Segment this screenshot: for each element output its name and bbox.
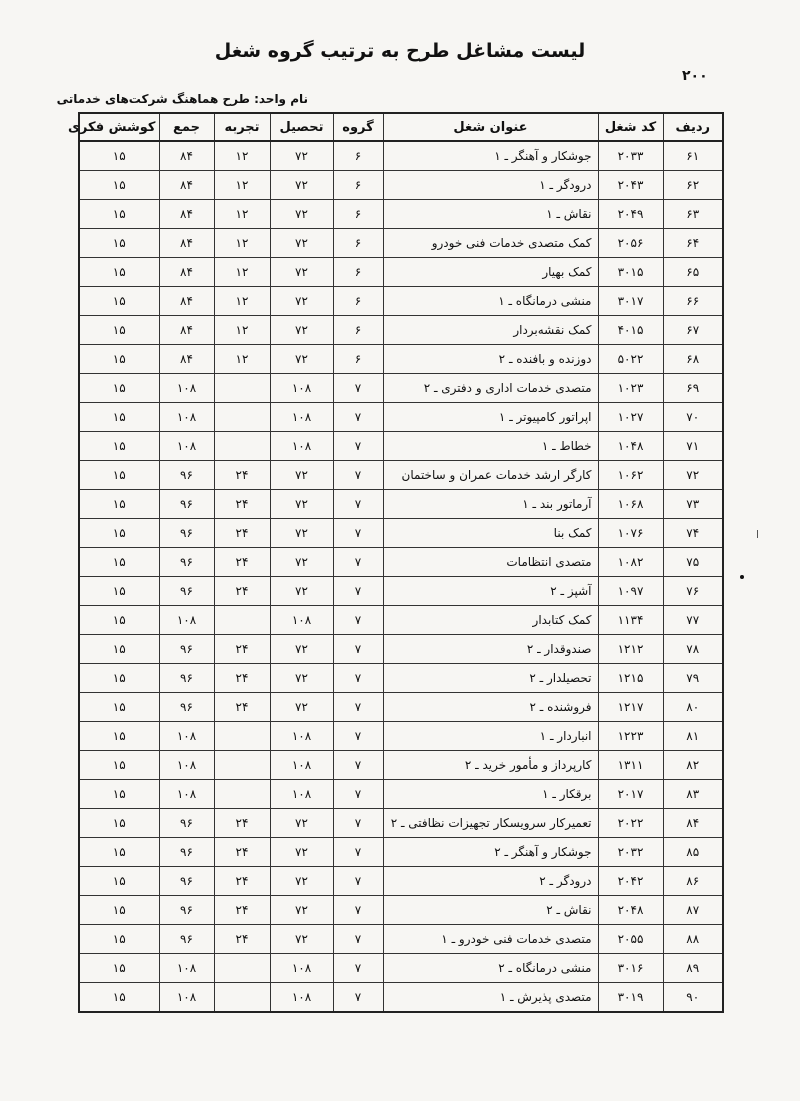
cell-education: ۱۰۸ <box>270 374 333 403</box>
cell-education: ۷۲ <box>270 287 333 316</box>
cell-job-title: صندوقدار ـ ۲ <box>383 635 598 664</box>
cell-mental-effort: ۱۵ <box>79 606 159 635</box>
cell-education: ۷۲ <box>270 519 333 548</box>
cell-row-number: ۶۱ <box>663 141 723 171</box>
cell-row-number: ۶۶ <box>663 287 723 316</box>
cell-job-title: کمک بهیار <box>383 258 598 287</box>
cell-education: ۷۲ <box>270 345 333 374</box>
cell-row-number: ۸۶ <box>663 867 723 896</box>
cell-experience: ۲۴ <box>214 635 270 664</box>
table-row <box>79 432 723 461</box>
cell-job-title: متصدی خدمات اداری و دفتری ـ ۲ <box>383 374 598 403</box>
margin-mark <box>757 530 758 538</box>
cell-experience <box>214 722 270 751</box>
cell-total: ۹۶ <box>159 925 214 954</box>
cell-group: ۷ <box>333 693 383 722</box>
cell-mental-effort: ۱۵ <box>79 693 159 722</box>
cell-group: ۷ <box>333 432 383 461</box>
header-total: جمع <box>159 113 214 141</box>
cell-experience <box>214 751 270 780</box>
cell-job-code: ۳۰۱۹ <box>598 983 663 1013</box>
cell-job-code: ۱۰۹۷ <box>598 577 663 606</box>
cell-job-code: ۲۰۳۲ <box>598 838 663 867</box>
cell-total: ۱۰۸ <box>159 403 214 432</box>
unit-label: نام واحد: طرح هماهنگ شرکت‌های خدماتی <box>56 92 308 106</box>
cell-row-number: ۷۹ <box>663 664 723 693</box>
cell-mental-effort: ۱۵ <box>79 287 159 316</box>
cell-mental-effort: ۱۵ <box>79 838 159 867</box>
cell-row-number: ۶۸ <box>663 345 723 374</box>
table-row <box>79 490 723 519</box>
cell-experience: ۲۴ <box>214 461 270 490</box>
cell-total: ۸۴ <box>159 345 214 374</box>
cell-mental-effort: ۱۵ <box>79 200 159 229</box>
table-row <box>79 664 723 693</box>
cell-job-code: ۱۰۲۷ <box>598 403 663 432</box>
cell-job-code: ۲۰۵۵ <box>598 925 663 954</box>
table-row <box>79 896 723 925</box>
cell-group: ۷ <box>333 809 383 838</box>
cell-job-code: ۲۰۴۹ <box>598 200 663 229</box>
table-row <box>79 722 723 751</box>
table-row <box>79 867 723 896</box>
cell-row-number: ۸۱ <box>663 722 723 751</box>
cell-experience <box>214 403 270 432</box>
cell-job-title: کارگر ارشد خدمات عمران و ساختمان <box>383 461 598 490</box>
cell-education: ۱۰۸ <box>270 780 333 809</box>
cell-education: ۷۲ <box>270 461 333 490</box>
cell-group: ۶ <box>333 141 383 171</box>
cell-education: ۷۲ <box>270 809 333 838</box>
header-mental-effort: کوشش فکری <box>79 113 159 141</box>
cell-experience: ۱۲ <box>214 287 270 316</box>
cell-job-title: درودگر ـ ۱ <box>383 171 598 200</box>
cell-education: ۱۰۸ <box>270 403 333 432</box>
cell-job-code: ۱۰۸۲ <box>598 548 663 577</box>
document-title: لیست مشاغل طرح به ترتیب گروه شغل <box>214 40 586 62</box>
cell-mental-effort: ۱۵ <box>79 809 159 838</box>
cell-row-number: ۷۵ <box>663 548 723 577</box>
cell-education: ۱۰۸ <box>270 751 333 780</box>
cell-mental-effort: ۱۵ <box>79 548 159 577</box>
table-row <box>79 693 723 722</box>
cell-experience: ۲۴ <box>214 809 270 838</box>
cell-experience: ۱۲ <box>214 141 270 171</box>
table-row <box>79 577 723 606</box>
cell-job-code: ۱۲۱۲ <box>598 635 663 664</box>
cell-job-code: ۱۳۱۱ <box>598 751 663 780</box>
cell-mental-effort: ۱۵ <box>79 954 159 983</box>
cell-experience <box>214 606 270 635</box>
cell-education: ۷۲ <box>270 171 333 200</box>
cell-group: ۷ <box>333 664 383 693</box>
cell-education: ۷۲ <box>270 548 333 577</box>
cell-total: ۹۶ <box>159 461 214 490</box>
cell-job-title: اپراتور کامپیوتر ـ ۱ <box>383 403 598 432</box>
table-row <box>79 838 723 867</box>
cell-education: ۷۲ <box>270 867 333 896</box>
cell-row-number: ۶۹ <box>663 374 723 403</box>
cell-experience <box>214 374 270 403</box>
cell-group: ۷ <box>333 925 383 954</box>
cell-education: ۷۲ <box>270 258 333 287</box>
cell-row-number: ۷۶ <box>663 577 723 606</box>
cell-total: ۹۶ <box>159 664 214 693</box>
cell-job-title: درودگر ـ ۲ <box>383 867 598 896</box>
cell-education: ۷۲ <box>270 490 333 519</box>
cell-mental-effort: ۱۵ <box>79 374 159 403</box>
cell-total: ۸۴ <box>159 141 214 171</box>
page-number: ۲۰۰ <box>682 68 708 84</box>
cell-job-code: ۵۰۲۲ <box>598 345 663 374</box>
cell-row-number: ۷۳ <box>663 490 723 519</box>
cell-mental-effort: ۱۵ <box>79 345 159 374</box>
cell-mental-effort: ۱۵ <box>79 983 159 1013</box>
cell-job-title: خطاط ـ ۱ <box>383 432 598 461</box>
cell-row-number: ۸۰ <box>663 693 723 722</box>
cell-job-code: ۱۲۱۵ <box>598 664 663 693</box>
header-education: تحصیل <box>270 113 333 141</box>
cell-job-title: کمک متصدی خدمات فنی خودرو <box>383 229 598 258</box>
cell-total: ۹۶ <box>159 693 214 722</box>
cell-education: ۱۰۸ <box>270 983 333 1013</box>
cell-row-number: ۸۵ <box>663 838 723 867</box>
cell-total: ۹۶ <box>159 519 214 548</box>
cell-education: ۷۲ <box>270 635 333 664</box>
cell-job-title: نقاش ـ ۲ <box>383 896 598 925</box>
cell-education: ۱۰۸ <box>270 722 333 751</box>
cell-experience: ۱۲ <box>214 229 270 258</box>
cell-mental-effort: ۱۵ <box>79 258 159 287</box>
cell-education: ۷۲ <box>270 896 333 925</box>
cell-group: ۷ <box>333 548 383 577</box>
cell-job-code: ۲۰۴۸ <box>598 896 663 925</box>
cell-education: ۷۲ <box>270 316 333 345</box>
cell-experience: ۲۴ <box>214 490 270 519</box>
table-row <box>79 258 723 287</box>
cell-group: ۷ <box>333 751 383 780</box>
table-row <box>79 635 723 664</box>
cell-education: ۷۲ <box>270 693 333 722</box>
cell-education: ۷۲ <box>270 664 333 693</box>
cell-job-code: ۴۰۱۵ <box>598 316 663 345</box>
cell-experience: ۱۲ <box>214 200 270 229</box>
table-row <box>79 780 723 809</box>
cell-mental-effort: ۱۵ <box>79 316 159 345</box>
cell-experience: ۲۴ <box>214 519 270 548</box>
cell-mental-effort: ۱۵ <box>79 229 159 258</box>
cell-row-number: ۶۳ <box>663 200 723 229</box>
cell-row-number: ۸۴ <box>663 809 723 838</box>
cell-total: ۸۴ <box>159 287 214 316</box>
cell-job-title: کارپرداز و مأمور خرید ـ ۲ <box>383 751 598 780</box>
cell-group: ۶ <box>333 171 383 200</box>
cell-mental-effort: ۱۵ <box>79 896 159 925</box>
cell-job-title: کمک کتابدار <box>383 606 598 635</box>
cell-job-title: فروشنده ـ ۲ <box>383 693 598 722</box>
cell-education: ۱۰۸ <box>270 954 333 983</box>
cell-mental-effort: ۱۵ <box>79 171 159 200</box>
cell-mental-effort: ۱۵ <box>79 490 159 519</box>
cell-education: ۱۰۸ <box>270 432 333 461</box>
cell-row-number: ۷۷ <box>663 606 723 635</box>
cell-total: ۱۰۸ <box>159 722 214 751</box>
cell-group: ۶ <box>333 316 383 345</box>
cell-job-code: ۱۰۷۶ <box>598 519 663 548</box>
header-row <box>79 113 723 141</box>
cell-experience: ۲۴ <box>214 925 270 954</box>
cell-job-code: ۱۰۲۳ <box>598 374 663 403</box>
cell-group: ۷ <box>333 606 383 635</box>
cell-group: ۶ <box>333 287 383 316</box>
cell-mental-effort: ۱۵ <box>79 867 159 896</box>
cell-job-title: دوزنده و بافنده ـ ۲ <box>383 345 598 374</box>
cell-total: ۸۴ <box>159 316 214 345</box>
table-row <box>79 548 723 577</box>
cell-total: ۹۶ <box>159 490 214 519</box>
cell-job-title: جوشکار و آهنگر ـ ۲ <box>383 838 598 867</box>
cell-total: ۱۰۸ <box>159 954 214 983</box>
table-row <box>79 200 723 229</box>
table-row <box>79 403 723 432</box>
cell-row-number: ۷۸ <box>663 635 723 664</box>
cell-job-code: ۲۰۳۳ <box>598 141 663 171</box>
cell-job-code: ۳۰۱۶ <box>598 954 663 983</box>
cell-row-number: ۸۹ <box>663 954 723 983</box>
cell-job-code: ۲۰۱۷ <box>598 780 663 809</box>
cell-job-title: متصدی پذیرش ـ ۱ <box>383 983 598 1013</box>
cell-group: ۷ <box>333 838 383 867</box>
cell-experience <box>214 954 270 983</box>
cell-mental-effort: ۱۵ <box>79 461 159 490</box>
cell-group: ۷ <box>333 780 383 809</box>
cell-row-number: ۹۰ <box>663 983 723 1013</box>
cell-education: ۷۲ <box>270 577 333 606</box>
cell-row-number: ۶۷ <box>663 316 723 345</box>
table-row <box>79 316 723 345</box>
cell-mental-effort: ۱۵ <box>79 664 159 693</box>
table-row <box>79 751 723 780</box>
cell-mental-effort: ۱۵ <box>79 635 159 664</box>
cell-job-code: ۱۲۲۳ <box>598 722 663 751</box>
table-row <box>79 171 723 200</box>
cell-job-title: کمک بنا <box>383 519 598 548</box>
cell-mental-effort: ۱۵ <box>79 925 159 954</box>
cell-total: ۸۴ <box>159 200 214 229</box>
cell-experience: ۲۴ <box>214 896 270 925</box>
cell-total: ۸۴ <box>159 258 214 287</box>
cell-job-title: برقکار ـ ۱ <box>383 780 598 809</box>
cell-job-title: منشی درمانگاه ـ ۱ <box>383 287 598 316</box>
cell-job-code: ۱۰۴۸ <box>598 432 663 461</box>
cell-mental-effort: ۱۵ <box>79 141 159 171</box>
table-row <box>79 461 723 490</box>
cell-row-number: ۷۲ <box>663 461 723 490</box>
cell-total: ۱۰۸ <box>159 606 214 635</box>
cell-row-number: ۷۰ <box>663 403 723 432</box>
cell-job-title: متصدی انتظامات <box>383 548 598 577</box>
cell-job-title: آرماتور بند ـ ۱ <box>383 490 598 519</box>
cell-group: ۶ <box>333 229 383 258</box>
cell-job-code: ۳۰۱۷ <box>598 287 663 316</box>
table-row <box>79 287 723 316</box>
cell-job-title: آشپز ـ ۲ <box>383 577 598 606</box>
cell-total: ۹۶ <box>159 896 214 925</box>
cell-group: ۷ <box>333 722 383 751</box>
cell-total: ۱۰۸ <box>159 780 214 809</box>
cell-job-title: متصدی خدمات فنی خودرو ـ ۱ <box>383 925 598 954</box>
table-row <box>79 954 723 983</box>
cell-experience <box>214 983 270 1013</box>
cell-total: ۸۴ <box>159 171 214 200</box>
cell-education: ۷۲ <box>270 229 333 258</box>
cell-total: ۹۶ <box>159 867 214 896</box>
cell-mental-effort: ۱۵ <box>79 751 159 780</box>
header-job-title: عنوان شغل <box>383 113 598 141</box>
cell-total: ۹۶ <box>159 809 214 838</box>
cell-experience: ۱۲ <box>214 171 270 200</box>
header-job-code: کد شغل <box>598 113 663 141</box>
cell-total: ۸۴ <box>159 229 214 258</box>
cell-mental-effort: ۱۵ <box>79 432 159 461</box>
cell-group: ۷ <box>333 577 383 606</box>
margin-dot <box>740 575 744 579</box>
cell-job-title: منشی درمانگاه ـ ۲ <box>383 954 598 983</box>
cell-group: ۶ <box>333 200 383 229</box>
cell-experience: ۲۴ <box>214 867 270 896</box>
table-row <box>79 141 723 171</box>
cell-job-title: تعمیرکار سرویسکار تجهیزات نظافتی ـ ۲ <box>383 809 598 838</box>
cell-group: ۷ <box>333 519 383 548</box>
cell-group: ۷ <box>333 954 383 983</box>
cell-row-number: ۶۵ <box>663 258 723 287</box>
cell-experience: ۱۲ <box>214 316 270 345</box>
cell-experience: ۲۴ <box>214 838 270 867</box>
cell-job-code: ۲۰۴۲ <box>598 867 663 896</box>
cell-row-number: ۷۱ <box>663 432 723 461</box>
cell-experience: ۱۲ <box>214 345 270 374</box>
cell-total: ۱۰۸ <box>159 751 214 780</box>
jobs-table <box>68 112 724 1013</box>
cell-mental-effort: ۱۵ <box>79 780 159 809</box>
cell-row-number: ۶۴ <box>663 229 723 258</box>
table-row <box>79 809 723 838</box>
cell-group: ۷ <box>333 490 383 519</box>
table-row <box>79 519 723 548</box>
cell-total: ۹۶ <box>159 635 214 664</box>
cell-experience <box>214 780 270 809</box>
cell-job-code: ۲۰۵۶ <box>598 229 663 258</box>
cell-job-title: نقاش ـ ۱ <box>383 200 598 229</box>
table-row <box>79 229 723 258</box>
cell-experience: ۱۲ <box>214 258 270 287</box>
cell-row-number: ۸۳ <box>663 780 723 809</box>
table-row <box>79 345 723 374</box>
cell-total: ۱۰۸ <box>159 374 214 403</box>
cell-mental-effort: ۱۵ <box>79 519 159 548</box>
cell-group: ۷ <box>333 867 383 896</box>
cell-mental-effort: ۱۵ <box>79 722 159 751</box>
cell-mental-effort: ۱۵ <box>79 403 159 432</box>
cell-group: ۷ <box>333 896 383 925</box>
cell-group: ۶ <box>333 345 383 374</box>
cell-group: ۷ <box>333 635 383 664</box>
header-group: گروه <box>333 113 383 141</box>
header-row-number: ردیف <box>663 113 723 141</box>
cell-experience: ۲۴ <box>214 577 270 606</box>
cell-group: ۷ <box>333 374 383 403</box>
cell-row-number: ۷۴ <box>663 519 723 548</box>
cell-education: ۷۲ <box>270 838 333 867</box>
table-row <box>79 983 723 1013</box>
cell-row-number: ۸۷ <box>663 896 723 925</box>
cell-row-number: ۸۲ <box>663 751 723 780</box>
cell-job-title: جوشکار و آهنگر ـ ۱ <box>383 141 598 171</box>
cell-group: ۷ <box>333 403 383 432</box>
cell-job-code: ۱۰۶۸ <box>598 490 663 519</box>
table-row <box>79 925 723 954</box>
cell-job-code: ۱۲۱۷ <box>598 693 663 722</box>
cell-job-code: ۲۰۴۳ <box>598 171 663 200</box>
cell-education: ۷۲ <box>270 200 333 229</box>
cell-job-title: انباردار ـ ۱ <box>383 722 598 751</box>
cell-job-code: ۱۰۶۲ <box>598 461 663 490</box>
cell-group: ۶ <box>333 258 383 287</box>
cell-education: ۷۲ <box>270 141 333 171</box>
cell-row-number: ۶۲ <box>663 171 723 200</box>
cell-job-code: ۲۰۲۲ <box>598 809 663 838</box>
cell-education: ۷۲ <box>270 925 333 954</box>
cell-job-code: ۱۱۳۴ <box>598 606 663 635</box>
cell-total: ۹۶ <box>159 838 214 867</box>
cell-education: ۱۰۸ <box>270 606 333 635</box>
table-row <box>79 374 723 403</box>
cell-total: ۹۶ <box>159 577 214 606</box>
cell-group: ۷ <box>333 983 383 1013</box>
cell-total: ۹۶ <box>159 548 214 577</box>
cell-job-code: ۳۰۱۵ <box>598 258 663 287</box>
cell-total: ۱۰۸ <box>159 983 214 1013</box>
cell-experience: ۲۴ <box>214 548 270 577</box>
cell-group: ۷ <box>333 461 383 490</box>
cell-total: ۱۰۸ <box>159 432 214 461</box>
header-experience: تجربه <box>214 113 270 141</box>
cell-experience <box>214 432 270 461</box>
table-row <box>79 606 723 635</box>
cell-experience: ۲۴ <box>214 693 270 722</box>
cell-mental-effort: ۱۵ <box>79 577 159 606</box>
cell-job-title: کمک نقشه‌بردار <box>383 316 598 345</box>
cell-job-title: تحصیلدار ـ ۲ <box>383 664 598 693</box>
cell-row-number: ۸۸ <box>663 925 723 954</box>
cell-experience: ۲۴ <box>214 664 270 693</box>
